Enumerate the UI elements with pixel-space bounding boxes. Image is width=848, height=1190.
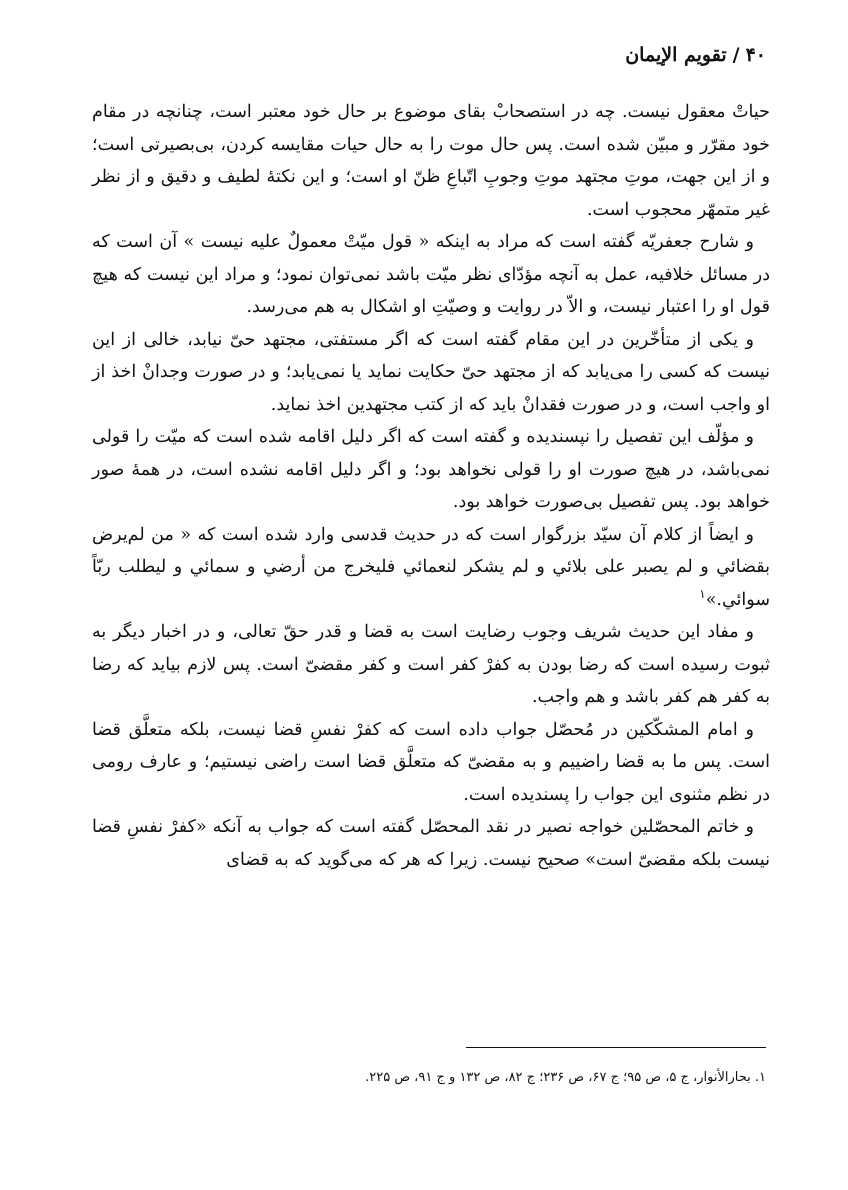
header-separator: /	[732, 44, 740, 66]
paragraph-text: و یکی از متأخّرین در این مقام گفته است که اگر مستفتی، مجتهد حیّ نیابد، خالی از این نیست که کسی را می‌یابد که از مجتهد حیّ حکایت نماید یا نمی‌یابد؛ و در صورت وجدانْ اخذ از او واجب است، و در صورت فقدانْ باید که از کتب مجتهدین اخذ نماید.	[92, 329, 770, 415]
paragraph-text: و امام المشکّکین در مُحصّل جواب داده است که کفرْ نفسِ قضا نیست، بلکه متعلَّق قضا است. پس ما به قضا راضییم و به مقضیّ که متعلَّق قضا است راضی نیستیم؛ و عارف رومی در نظم مثنوی این جواب را پسندیده است.	[92, 719, 770, 805]
paragraph	[92, 519, 770, 617]
running-header	[625, 44, 766, 66]
footnote-reference: ۱	[699, 586, 706, 601]
footnote-divider	[466, 1047, 766, 1048]
book-title: تقويم الإيمان	[625, 44, 727, 66]
paragraph-text: حیاتْ معقول نیست. چه در استصحابْ بقای موضوع بر حال خود معتبر است، چنانچه در مقام خود مقرّر و مبیّن شده است. پس حال موت را به حال حیات مقایسه کردن، بی‌بصیرتی است؛ و از این جهت، موتِ مجتهد موتِ وجوبِ اتّباعِ ظنّ او است؛ و این نکتهٔ لطیف و دقیق و از نظر غیر متمهّر محجوب است.	[92, 102, 770, 220]
paragraph	[92, 324, 770, 422]
footnote-text: ۱. بحارالأنوار، ج ۵، ص ۹۵؛ ج ۶۷، ص ۲۳۶؛ ج ۸۲، ص ۱۳۲ و ج ۹۱، ص ۲۲۵.	[365, 1070, 766, 1085]
paragraph	[92, 421, 770, 519]
paragraph-text: و خاتم المحصّلین خواجه نصیر در نقد المحصّل گفته است که جواب به آنکه «کفرْ نفسِ قضا نیست بلکه مقضیّ است» صحیح نیست. زیرا که هر که می‌گوید که به قضای	[92, 817, 770, 870]
paragraph	[92, 811, 770, 876]
footnote	[250, 1068, 766, 1088]
paragraph-text: و ایضاً از کلام آن سیّد بزرگوار است که در حدیث قدسی وارد شده است که « من لم‌یرض بقضائي و لم یصبر علی بلائي و لم یشکر لنعمائي فلیخرج من أرضي و سمائي و لیطلب ربّاً سوائي.»	[92, 524, 770, 610]
paragraph	[92, 616, 770, 714]
page-number: ۴۰	[745, 44, 766, 66]
paragraph-text: و مؤلّف این تفصیل را نپسندیده و گفته است که اگر دلیل اقامه شده است که میّت را قولی نمی‌باشد، در هیچ صورت او را قولی نخواهد بود؛ و اگر دلیل اقامه نشده است، در همهٔ صور خواهد بود. پس تفصیل بی‌صورت خواهد بود.	[92, 427, 770, 512]
paragraph-text: و مفاد این حدیث شریف وجوب رضایت است به قضا و قدر حقّ تعالی، و در اخبار دیگر به ثبوت رسیده است که رضا بودن به کفرْ کفر است و کفر مقضیّ است. پس لازم بیاید که رضا به کفر هم کفر باشد و هم واجب.	[92, 622, 770, 707]
paragraph-text: و شارح جعفریّه گفته است که مراد به اینکه « قول میّتْ معمولٌ علیه نیست » آن است که در مسائل خلافیه، عمل به آنچه مؤدّای نظر میّت باشد نمی‌توان نمود؛ و مراد این نیست که هیچ قول او را اعتبار نیست، و الاّ در روایت و وصیّتِ او اشکال به هم می‌رسد.	[92, 232, 770, 317]
main-text	[92, 96, 770, 876]
paragraph	[92, 714, 770, 812]
paragraph	[92, 226, 770, 324]
paragraph	[92, 96, 770, 226]
